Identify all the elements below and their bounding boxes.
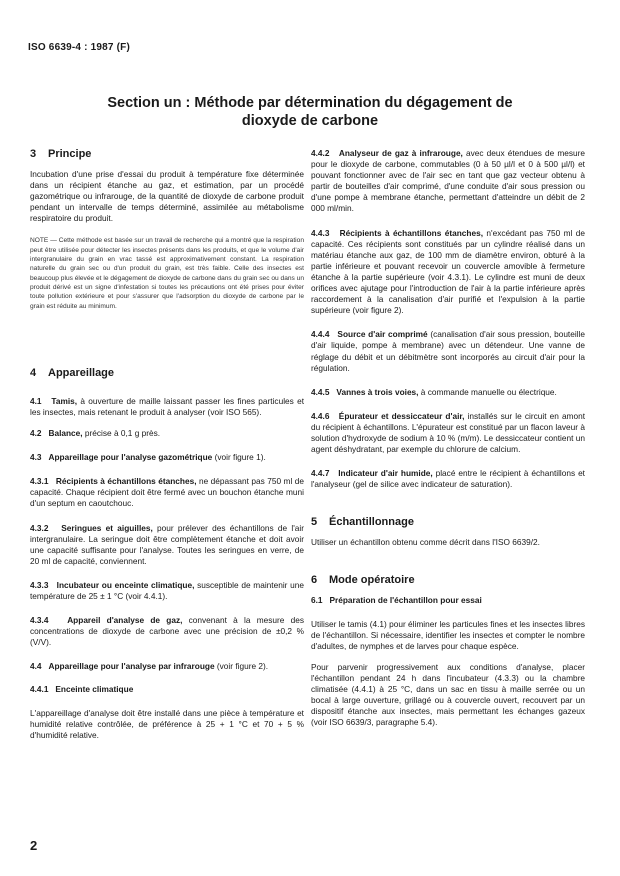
para-4-4-2: 4.4.2 Analyseur de gaz à infrarouge, avec deux étendues de mesure pour le dioxyde de carbone, commutables (0 à 50 µl/l et 0 à 500 µl/l) et pouvant fonctionner avec de l'air sec en tant que gaz vecteur obtenu à partir de bouteilles d'air comprimé, d'une conduite d'air sous pression ou d'une pompe à membrane étanche, permettant d'atteindre un débit de 2 000 ml/min. [311,148,586,214]
section-title-line2: dioxyde de carbone [241,113,379,129]
para-4-3-4: 4.3.4 Appareil d'analyse de gaz, convenant à la mesure des concentrations de dioxyde de carbone avec une précision de ±0,2 % (V/V). [30,615,304,648]
para-4-4-1-heading: 4.4.1 Enceinte climatique [30,684,134,695]
right-column [311,148,585,728]
para-4-4-1-text: L'appareillage d'analyse doit être installé dans une pièce à température et humidité relative contrôlée, de préférence à 25 + 1 °C et 70 + 5 % d'humidité relative. [30,707,304,740]
para-4-4-4: 4.4.4 Source d'air comprimé (canalisation d'air sous pression, bouteille d'air liquide, pompe à membrane) avec un détendeur. Une vanne de réglage du débit et un débitmètre sont incorporés au circuit d'air pour la régulation. [311,329,585,373]
para-4-4-3: 4.4.3 Récipients à échantillons étanches, n'excédant pas 750 ml de capacité. Ces récipients sont constitués par un cylindre réalisé dans un matériau étanche aux gaz, de 100 mm de diamètre environ, obturé à la partie inférieure et pouvant recevoir un couvercle amovible à fermeture étanche à la partie supérieure (voir 4.3.1). Le cylindre est muni de deux orifices avec ajutage pour l'introduction de l'air à la partie inférieure après raccordement à la canalisation d'air purifié et l'expulsion à la partie supérieure (voir figure 2). [311,227,585,316]
para-4-4-5: 4.4.5 Vannes à trois voies, à commande manuelle ou électrique. [311,386,557,397]
para-4-4-7: 4.4.7 Indicateur d'air humide, placé entre le récipient à échantillons et l'analyseur (gel de silice avec indicateur de saturation). [311,468,585,490]
para-4-1: 4.1 Tamis, à ouverture de maille laissant passer les fines particules et les insectes, mais retenant le produit à analyser (voir ISO 565). [30,395,304,417]
para-4-2: 4.2 Balance, précise à 0,1 g près. [30,428,161,439]
principle-text: Incubation d'une prise d'essai du produit à température fixe déterminée dans un récipient étanche au gaz, et estimation, par un procédé gazométrique ou infrarouge, de la quantité de dioxyde de carbone produit pendant un intervalle de temps déterminé, assimilée au métabolisme respiratoire du produit. [30,169,304,224]
para-4-3-3: 4.3.3 Incubateur ou enceinte climatique, susceptible de maintenir une température de 25 ± 1 °C (voir 4.4.1). [30,579,304,601]
page-number: 2 [30,838,38,853]
section-3-heading: 3 Principe [30,148,92,160]
section-5-heading: 5 Échantillonnage [311,516,414,529]
para-6-1-text-2: Pour parvenir progressivement aux conditions d'analyse, placer l'échantillon pendant 24 h dans l'incubateur (4.3.3) ou la chambre climatisée (4.4.1) à 25 °C, dans un sac en tissu à maille serrée ou un bocal à large ouverture, grillagé ou à couvercle ouvert, recouvert par un dispositif étanche aux insectes, mais permettant les échanges gazeux (voir ISO 6639/3, paragraphe 5.4). [311,661,585,728]
section-4-heading: 4 Appareillage [30,366,115,379]
para-4-3: 4.3 Appareillage pour l'analyse gazométrique (voir figure 1). [30,452,266,463]
para-6-1-heading: 6.1 Préparation de l'échantillon pour essai [311,595,482,606]
para-4-4: 4.4 Appareillage pour l'analyse par infrarouge (voir figure 2). [30,661,269,672]
para-6-1-text-1: Utiliser le tamis (4.1) pour éliminer les particules fines et les insectes libres de l'échantillon. Si nécessaire, identifier les insectes et compter le nombre d'adultes, de nymphes et de larves pour chaque espèce. [311,618,585,651]
para-4-3-2: 4.3.2 Seringues et aiguilles, pour prélever des échantillons de l'air intergranulaire. La seringue doit être complètement étanche et doit avoir une capacité suffisante pour l'analyse. Toutes les seringues en verre, de 20 ml de capacité, conviennent. [30,522,305,566]
left-column [30,148,304,741]
para-4-3-1: 4.3.1 Récipients à échantillons étanches, ne dépassant pas 750 ml de capacité. Chaque récipient doit être fermé avec un bouchon étanche muni d'un septum en caoutchouc. [30,476,304,509]
document-header: ISO 6639-4 : 1987 (F) [28,42,131,53]
note-text: NOTE — Cette méthode est basée sur un travail de recherche qui a montré que la respiration peut être utilisée pour détecter les insectes présents dans les produits, et que le volume d'air intergranulaire du grain en vrac tassé est approximativement constant. La respiration naturelle du grain sec ou d'un produit du grain, est très faible. Celle des insectes est beaucoup plus élevée et le dégagement de dioxyde de carbone dans du grain sec ou dans un produit dérivé est un signe d'infestation si toutes les précautions ont été prises pour éviter toute pollution extérieure et pour s'assurer que l'adsorption du dioxyde de carbone par le grain est réduite au minimum. [30,237,304,310]
section-title-line1: Section un : Méthode par détermination du dégagement de [107,95,513,111]
section-6-heading: 6 Mode opératoire [311,574,415,587]
section-title [60,94,560,130]
sampling-text: Utiliser un échantillon obtenu comme décrit dans l'ISO 6639/2. [311,537,540,548]
para-4-4-6: 4.4.6 Épurateur et dessiccateur d'air, installés sur le circuit en amont du récipient à échantillons. L'épurateur est constitué par un flacon laveur à solution d'hydroxyde de sodium à 10 % (m/m). Le dessiccateur contient un agent déshydratant, par exemple du chlorure de calcium. [311,410,586,455]
